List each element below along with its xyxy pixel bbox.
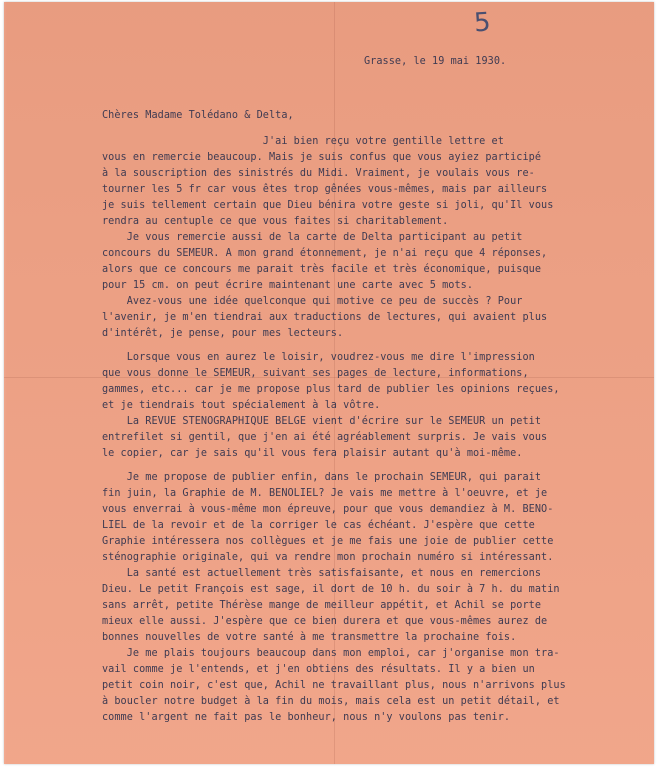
paragraph-line: J'ai bien reçu votre gentille lettre et [102, 136, 504, 147]
paragraph-line: Je vous remercie aussi de la carte de Delta participant au petit [102, 232, 523, 243]
letter-sheet [4, 2, 654, 764]
paragraph-8 [102, 646, 632, 726]
salutation: Chères Madame Tolédano & Delta, [102, 110, 294, 121]
paragraph-line: Je me plais toujours beaucoup dans mon emploi, car j'organise mon tra- [102, 648, 560, 659]
paragraph-line: vail comme je l'entends, et j'en obtiens des résultats. Il y a bien un [102, 664, 535, 675]
paragraph-line: La santé est actuellement très satisfaisante, et nous en remercions [102, 568, 542, 579]
paragraph-line: à la souscription des sinistrés du Midi. Vraiment, je voulais vous re- [102, 168, 535, 179]
paragraph-line: Lorsque vous en aurez le loisir, voudrez-vous me dire l'impression [102, 352, 535, 363]
paragraph-line: l'avenir, je m'en tiendrai aux traductions de lectures, qui avaient plus [102, 312, 548, 323]
paragraph-line: à boucler notre budget à la fin du mois, mais cela est un petit détail, et [102, 696, 560, 707]
paragraph-line: gammes, etc... car je me propose plus tard de publier les opinions reçues, [102, 384, 560, 395]
paragraph-line: sténographie originale, qui va rendre mon prochain numéro si intéressant. [102, 552, 554, 563]
paragraph-7 [102, 566, 632, 646]
paragraph-line: entrefilet si gentil, que j'en ai été agréablement surpris. Je vais vous [102, 432, 548, 443]
paragraph-2 [102, 230, 632, 294]
paragraph-line: alors que ce concours me parait très facile et très économique, puisque [102, 264, 542, 275]
paragraph-line: je suis tellement certain que Dieu bénira votre geste si joli, qu'Il vous [102, 200, 554, 211]
paragraph-6 [102, 470, 632, 566]
paragraph-line: LIEL de la revoir et de la corriger le cas échéant. J'espère que cette [102, 520, 535, 531]
paragraph-5 [102, 414, 632, 462]
paragraph-1 [102, 134, 632, 230]
paragraph-line: Dieu. Le petit François est sage, il dort de 10 h. du soir à 7 h. du matin [102, 584, 560, 595]
paragraph-line: rendra au centuple ce que vous faites si charitablement. [102, 216, 449, 227]
paragraph-line: comme l'argent ne fait pas le bonheur, nous n'y voulons pas tenir. [102, 712, 511, 723]
paragraph-line: tourner les 5 fr car vous êtes trop gênées vous-mêmes, mais par ailleurs [102, 184, 548, 195]
dateline: Grasse, le 19 mai 1930. [364, 56, 507, 67]
paragraph-line: pour 15 cm. on peut écrire maintenant une carte avec 5 mots. [102, 280, 474, 291]
paragraph-line: La REVUE STENOGRAPHIQUE BELGE vient d'écrire sur le SEMEUR un petit [102, 416, 542, 427]
paragraph-line: petit coin noir, c'est que, Achil ne travaillant plus, nous n'arrivons plus [102, 680, 566, 691]
paragraph-line: concours du SEMEUR. A mon grand étonnement, je n'ai reçu que 4 réponses, [102, 248, 548, 259]
paragraph-line: le copier, car je sais qu'il vous fera plaisir autant qu'à moi-même. [102, 448, 523, 459]
paragraph-3 [102, 294, 632, 342]
paragraph-line: que vous donne le SEMEUR, suivant ses pages de lecture, informations, [102, 368, 529, 379]
paragraph-line: et je tiendrais tout spécialement à la vôtre. [102, 400, 381, 411]
paragraph-line: vous enverrai à vous-même mon épreuve, pour que vous demandiez à M. BENO- [102, 504, 554, 515]
paragraph-4 [102, 350, 632, 414]
paragraph-line: d'intérêt, je pense, pour mes lecteurs. [102, 328, 344, 339]
paragraph-line: vous en remercie beaucoup. Mais je suis confus que vous ayiez participé [102, 152, 542, 163]
paragraph-line: Avez-vous une idée quelconque qui motive ce peu de succès ? Pour [102, 296, 523, 307]
handwritten-page-number: 5 [472, 7, 492, 39]
paragraph-line: mieux elle aussi. J'espère que ce bien durera et que vous-mêmes aurez de [102, 616, 548, 627]
paragraph-line: sans arrêt, petite Thérèse mange de meilleur appétit, et Achil se porte [102, 600, 542, 611]
paragraph-line: Je me propose de publier enfin, dans le prochain SEMEUR, qui parait [102, 472, 542, 483]
paragraph-line: Graphie intéressera nos collègues et je me fais une joie de publier cette [102, 536, 554, 547]
paragraph-line: bonnes nouvelles de votre santé à me transmettre la prochaine fois. [102, 632, 517, 643]
paragraph-line: fin juin, la Graphie de M. BENOLIEL? Je vais me mettre à l'oeuvre, et je [102, 488, 548, 499]
